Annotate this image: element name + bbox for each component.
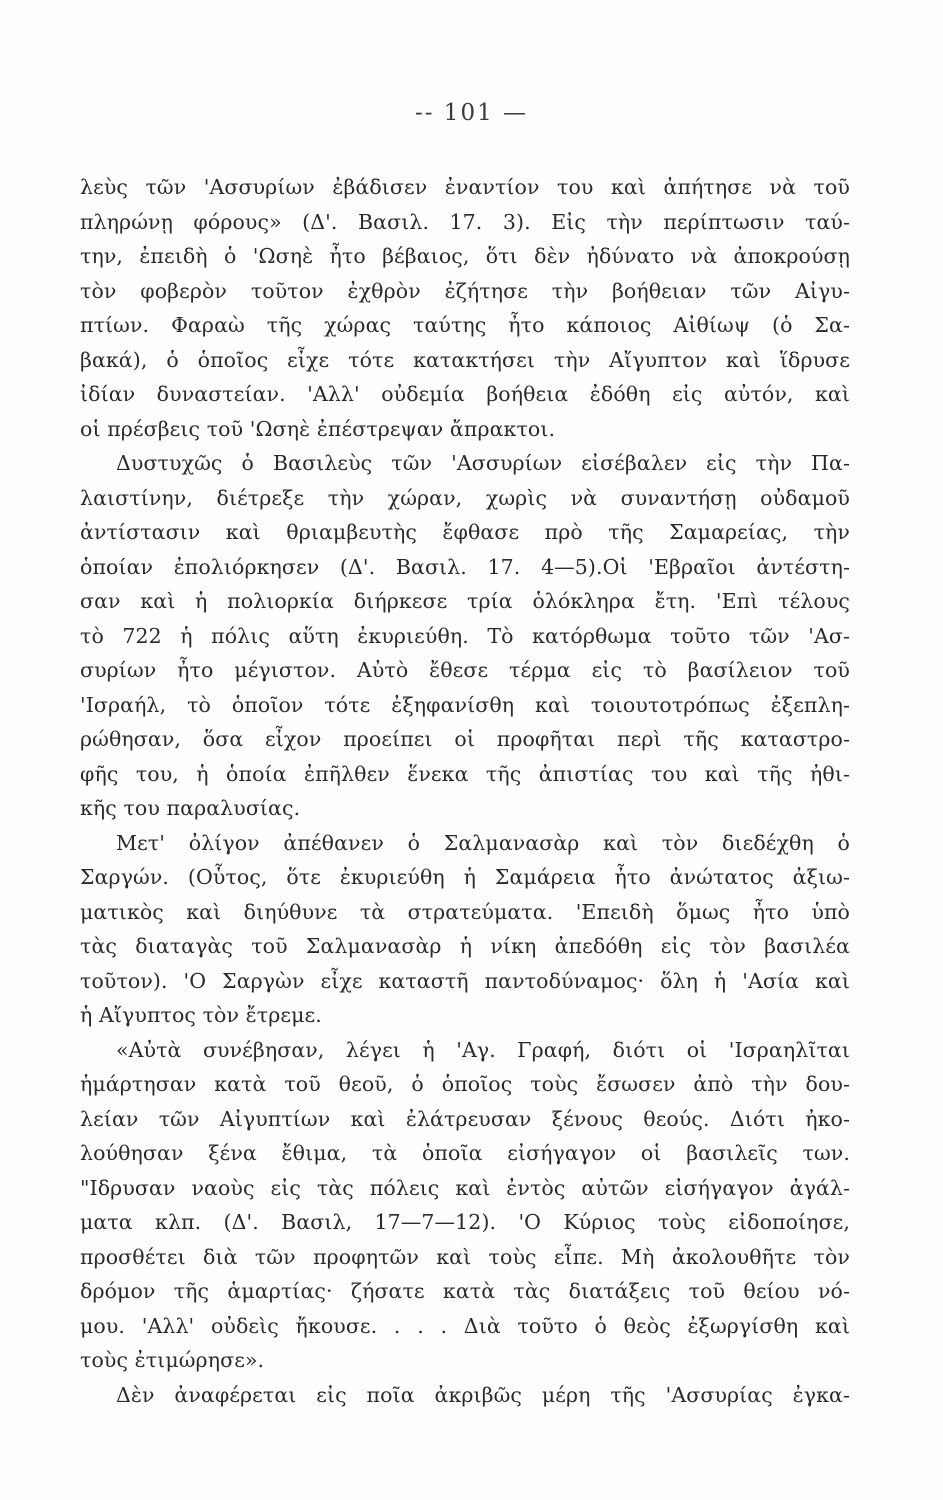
text-line: την, ἐπειδὴ ὁ 'Ωσηὲ ἦτο βέβαιος, ὅτι δὲν ἠδύνατο νὰ ἀποκρούσῃ xyxy=(80,244,850,268)
text-line: ματικὸς καὶ διηύθυνε τὰ στρατεύματα. 'Επειδὴ ὅμως ἦτο ὑπὸ xyxy=(80,899,850,924)
text-line: τοῦτον). 'Ο Σαργὼν εἶχε καταστῆ παντοδύναμος· ὅλη ἡ 'Ασία καὶ xyxy=(80,968,850,993)
text-body xyxy=(80,170,850,1412)
text-line: σαν καὶ ἡ πολιορκία διήρκεσε τρία ὁλόκληρα ἔτη. 'Επὶ τέλους xyxy=(80,589,850,613)
text-line: τοὺς ἐτιμώρησε». xyxy=(80,1348,265,1372)
text-line: ρώθησαν, ὅσα εἶχον προείπει οἱ προφῆται περὶ τῆς καταστρο- xyxy=(80,727,850,751)
text-line: τὸν φοβερὸν τοῦτον ἐχθρὸν ἐζήτησε τὴν βοήθειαν τῶν Αἰγυ- xyxy=(80,278,850,303)
text-line: φῆς του, ἡ ὁποία ἐπῆλθεν ἕνεκα τῆς ἀπιστίας του καὶ τῆς ἠθι- xyxy=(80,761,850,786)
text-line: ἀντίστασιν καὶ θριαμβευτὴς ἔφθασε πρὸ τῆς Σαμαρείας, τὴν xyxy=(80,520,850,544)
text-line: κῆς του παραλυσίας. xyxy=(80,796,301,820)
text-line: προσθέτει διὰ τῶν προφητῶν καὶ τοὺς εἶπε. Μὴ ἀκολουθῆτε τὸν xyxy=(80,1244,850,1269)
paragraph xyxy=(80,446,850,826)
paragraph xyxy=(80,170,850,446)
text-line: ἰδίαν δυναστείαν. 'Αλλ' οὐδεμία βοήθεια ἐδόθη εἰς αὐτόν, καὶ xyxy=(80,382,850,406)
paragraph xyxy=(80,1033,850,1378)
text-line: Σαργών. (Οὗτος, ὅτε ἐκυριεύθη ἡ Σαμάρεια ἦτο ἀνώτατος ἀξιω- xyxy=(80,865,850,889)
text-line: μου. 'Αλλ' οὐδεὶς ἤκουσε. . . . Διὰ τοῦτο ὁ θεὸς ἐξωργίσθη καὶ xyxy=(80,1313,850,1338)
text-line: λείαν τῶν Αἰγυπτίων καὶ ἐλάτρευσαν ξένους θεούς. Διότι ἠκο- xyxy=(80,1106,850,1131)
text-line: δρόμον τῆς ἁμαρτίας· ζήσατε κατὰ τὰς διατάξεις τοῦ θείου νό- xyxy=(80,1279,850,1303)
text-line: Δὲν ἀναφέρεται εἰς ποῖα ἀκριβῶς μέρη τῆς 'Ασσυρίας ἐγκα- xyxy=(116,1382,850,1407)
text-line: ἡμάρτησαν κατὰ τοῦ θεοῦ, ὁ ὁποῖος τοὺς ἔσωσεν ἀπὸ τὴν δου- xyxy=(80,1072,850,1096)
text-line: Δυστυχῶς ὁ Βασιλεὺς τῶν 'Ασσυρίων εἰσέβαλεν εἰς τὴν Πα- xyxy=(116,451,850,475)
text-line: «Αὐτὰ συνέβησαν, λέγει ἡ 'Αγ. Γραφή, διότι οἱ 'Ισραηλῖται xyxy=(116,1037,850,1062)
text-line: "Ιδρυσαν ναοὺς εἰς τὰς πόλεις καὶ ἐντὸς αὐτῶν εἰσήγαγον ἀγάλ- xyxy=(80,1175,850,1200)
text-line: λεὺς τῶν 'Ασσυρίων ἐβάδισεν ἐναντίον του καὶ ἀπήτησε νὰ τοῦ xyxy=(80,175,850,199)
text-line: ὁποίαν ἐπολιόρκησεν (Δ'. Βασιλ. 17. 4—5).Οἱ 'Εβραῖοι ἀντέστη- xyxy=(80,554,850,579)
text-line: βακά), ὁ ὁποῖος εἶχε τότε κατακτήσει τὴν Αἴγυπτον καὶ ἵδρυσε xyxy=(80,347,850,372)
text-line: συρίων ἦτο μέγιστον. Αὐτὸ ἔθεσε τέρμα εἰς τὸ βασίλειον τοῦ xyxy=(80,658,850,682)
text-line: ματα κλπ. (Δ'. Βασιλ, 17—7—12). 'Ο Κύριος τοὺς εἰδοποίησε, xyxy=(80,1210,850,1234)
text-line: τὰς διαταγὰς τοῦ Σαλμανασὰρ ἡ νίκη ἀπεδόθη εἰς τὸν βασιλέα xyxy=(80,934,850,958)
text-line: 'Ισραήλ, τὸ ὁποῖον τότε ἐξηφανίσθη καὶ τοιουτοτρόπως ἐξεπλη- xyxy=(80,692,850,717)
text-line: πτίων. Φαραὼ τῆς χώρας ταύτης ἦτο κάποιος Αἰθίωψ (ὁ Σα- xyxy=(80,313,850,337)
paragraph xyxy=(80,1378,850,1413)
text-line: λούθησαν ξένα ἔθιμα, τὰ ὁποῖα εἰσήγαγον οἱ βασιλεῖς των. xyxy=(80,1141,850,1165)
page-number: -- 101 — xyxy=(414,100,529,126)
text-line: πληρώνῃ φόρους» (Δ'. Βασιλ. 17. 3). Εἰς τὴν περίπτωσιν ταύ- xyxy=(80,209,850,234)
text-line: ἡ Αἴγυπτος τὸν ἔτρεμε. xyxy=(80,1003,322,1027)
text-line: οἱ πρέσβεις τοῦ 'Ωσηὲ ἐπέστρεψαν ἄπρακτοι. xyxy=(80,416,556,441)
paragraph xyxy=(80,826,850,1033)
text-line: τὸ 722 ἡ πόλις αὕτη ἐκυριεύθη. Τὸ κατόρθωμα τοῦτο τῶν 'Ασ- xyxy=(80,623,850,648)
text-line: λαιστίνην, διέτρεξε τὴν χώραν, χωρὶς νὰ συναντήσῃ οὐδαμοῦ xyxy=(80,485,850,510)
text-line: Μετ' ὀλίγον ἀπέθανεν ὁ Σαλμανασὰρ καὶ τὸν διεδέχθη ὁ xyxy=(116,830,850,855)
